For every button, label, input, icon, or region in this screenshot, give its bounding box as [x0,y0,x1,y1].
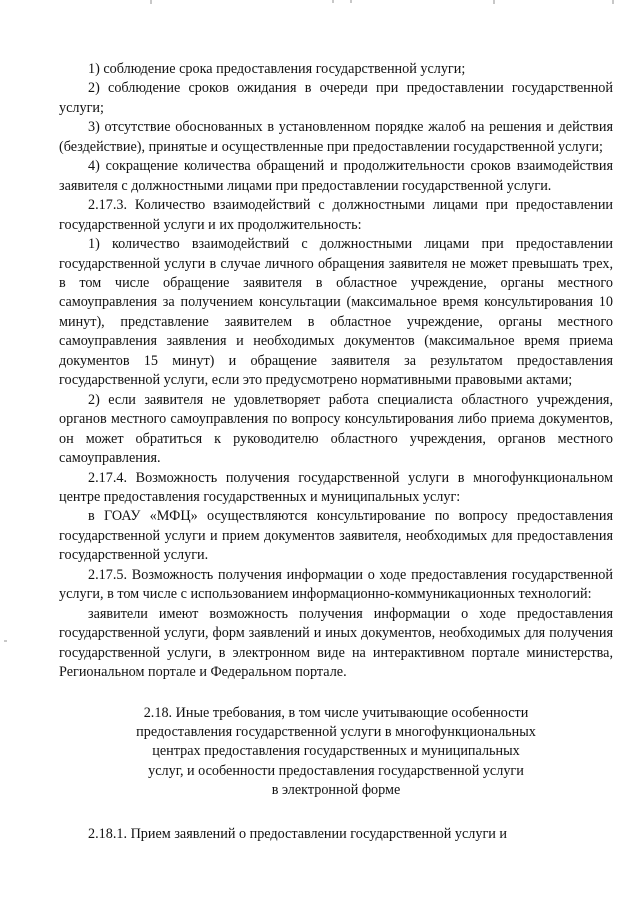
paragraph: в ГОАУ «МФЦ» осуществляются консультирование по вопросу предоставления государственной услуги и прием документов заявителя, необходимых для предоставления государственной услуги. [59,508,613,564]
paragraph: 2) если заявителя не удовлетворяет работа специалиста областного учреждения, органов местного самоуправления по вопросу консультирования либо приема документов, он может обратиться к руководителю областного учреждения, органов местного самоуправления. [59,391,613,467]
paragraph: 2.17.3. Количество взаимодействий с должностными лицами при предоставлении государственной услуги и их продолжительность: [59,197,613,233]
paragraph: 2.17.4. Возможность получения государственной услуги в многофункциональном центре предоставления государственных и муниципальных услуг: [59,469,613,505]
scan-mark [350,0,352,3]
heading-line: 2.18. Иные требования, в том числе учитывающие особенности [143,704,529,721]
scan-mark [493,0,495,4]
heading-line: в электронной форме [271,782,401,799]
scan-mark [4,640,7,642]
document-body [59,60,613,844]
heading-line: центрах предоставления государственных и муниципальных [152,743,520,760]
section-heading [59,704,613,801]
heading-line: услуг, и особенности предоставления государственной услуги [148,762,524,779]
paragraph: 2.18.1. Прием заявлений о предоставлении государственной услуги и [88,825,508,842]
scan-mark [612,0,614,4]
heading-line: предоставления государственной услуги в многофункциональных [136,723,536,740]
paragraph: 4) сокращение количества обращений и продолжительности сроков взаимодействия заявителя с должностными лицами при предоставлении государственной услуги. [59,158,613,194]
paragraph: 2) соблюдение сроков ожидания в очереди при предоставлении государственной услуги; [59,80,613,116]
paragraph: 3) отсутствие обоснованных в установленном порядке жалоб на решения и действия (бездействие), принятые и осуществленные при предоставлении государственной услуги; [59,119,613,155]
scan-mark [150,0,152,4]
paragraph: 1) соблюдение срока предоставления государственной услуги; [88,61,466,77]
paragraph: 2.17.5. Возможность получения информации о ходе предоставления государственной услуги, в том числе с использованием информационно-коммуникационных технологий: [59,566,613,603]
paragraph: заявители имеют возможность получения информации о ходе предоставления государственной услуги, форм заявлений и иных документов, необходимых для получения государственной услуги, в электронном виде на интерактивном портале министерства, Региональном портале и Федеральном портале. [59,605,613,681]
paragraph: 1) количество взаимодействий с должностными лицами при предоставлении государственной услуги в случае личного обращения заявителя не может превышать трех, в том числе обращение заявителя в областное учреждение, органы местного самоуправления за получением консультации (максимальное время консультирования 10 минут), представление заявителем в областное учреждение, органы местного самоуправления заявления и необходимых документов (максимальное время приема документов 15 минут) и обращение заявителя за результатом предоставления государственной услуги, если это предусмотрено нормативными правовыми актами; [59,236,613,389]
scan-mark [332,0,334,3]
